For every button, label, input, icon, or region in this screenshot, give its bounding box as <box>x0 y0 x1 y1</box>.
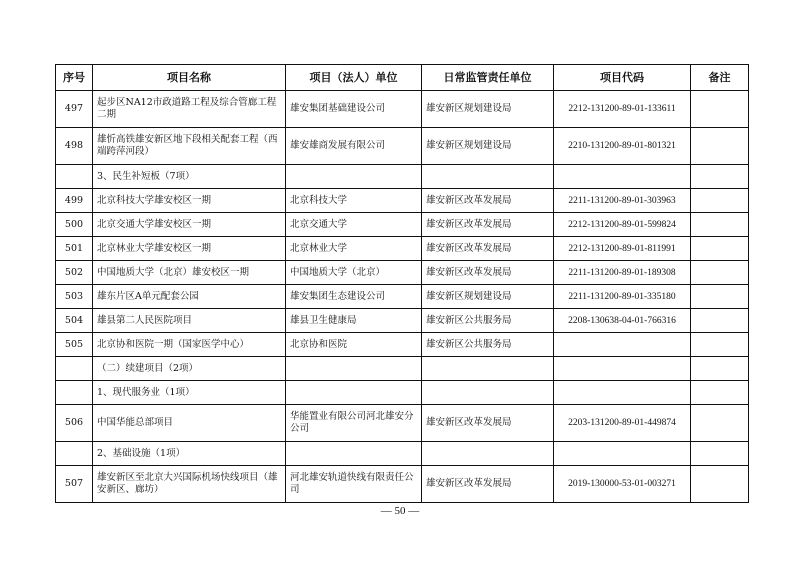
cell-project-code: 2210-131200-89-01-801321 <box>554 128 691 165</box>
cell-no <box>56 381 93 405</box>
cell-no: 497 <box>56 91 93 128</box>
cell-remark <box>691 357 749 381</box>
table-row <box>56 405 749 442</box>
cell-supervisor: 雄安新区改革发展局 <box>422 261 554 285</box>
cell-no: 498 <box>56 128 93 165</box>
cell-legal-unit <box>286 165 422 189</box>
cell-supervisor <box>422 442 554 466</box>
cell-no: 502 <box>56 261 93 285</box>
cell-no: 503 <box>56 285 93 309</box>
cell-supervisor: 雄安新区改革发展局 <box>422 466 554 503</box>
cell-project-name: 起步区NA12市政道路工程及综合管廊工程二期 <box>93 91 286 128</box>
cell-supervisor: 雄安新区规划建设局 <box>422 91 554 128</box>
cell-project-code: 2211-131200-89-01-189308 <box>554 261 691 285</box>
table-row <box>56 309 749 333</box>
cell-legal-unit: 华能置业有限公司河北雄安分公司 <box>286 405 422 442</box>
cell-legal-unit: 雄安雄商发展有限公司 <box>286 128 422 165</box>
cell-legal-unit: 河北雄安轨道快线有限责任公司 <box>286 466 422 503</box>
cell-project-name: 北京林业大学雄安校区一期 <box>93 237 286 261</box>
cell-no: 507 <box>56 466 93 503</box>
table-row <box>56 237 749 261</box>
cell-project-code: 2212-131200-89-01-133611 <box>554 91 691 128</box>
cell-supervisor: 雄安新区公共服务局 <box>422 309 554 333</box>
header-project-name: 项目名称 <box>93 65 286 91</box>
cell-project-name: 北京交通大学雄安校区一期 <box>93 213 286 237</box>
cell-no: 500 <box>56 213 93 237</box>
cell-remark <box>691 261 749 285</box>
section-label: 2、基础设施（1项） <box>93 442 286 466</box>
section-label: 3、民生补短板（7项） <box>93 165 286 189</box>
header-remark: 备注 <box>691 65 749 91</box>
header-legal-unit: 项目（法人）单位 <box>286 65 422 91</box>
cell-no <box>56 165 93 189</box>
cell-project-code: 2208-130638-04-01-766316 <box>554 309 691 333</box>
cell-project-code: 2212-131200-89-01-599824 <box>554 213 691 237</box>
cell-legal-unit: 雄安集团基础建设公司 <box>286 91 422 128</box>
cell-project-code <box>554 165 691 189</box>
cell-remark <box>691 189 749 213</box>
cell-remark <box>691 309 749 333</box>
cell-legal-unit <box>286 442 422 466</box>
cell-project-code <box>554 333 691 357</box>
cell-project-name: 雄安新区至北京大兴国际机场快线项目（雄安新区、廊坊） <box>93 466 286 503</box>
table-row <box>56 128 749 165</box>
section-row <box>56 165 749 189</box>
cell-supervisor: 雄安新区改革发展局 <box>422 405 554 442</box>
cell-no: 499 <box>56 189 93 213</box>
cell-legal-unit: 北京科技大学 <box>286 189 422 213</box>
cell-supervisor <box>422 381 554 405</box>
cell-legal-unit: 雄安集团生态建设公司 <box>286 285 422 309</box>
cell-project-name: 北京科技大学雄安校区一期 <box>93 189 286 213</box>
cell-remark <box>691 213 749 237</box>
cell-remark <box>691 466 749 503</box>
cell-supervisor <box>422 165 554 189</box>
cell-remark <box>691 128 749 165</box>
cell-project-code <box>554 442 691 466</box>
cell-supervisor <box>422 357 554 381</box>
cell-supervisor: 雄安新区规划建设局 <box>422 128 554 165</box>
table-row <box>56 261 749 285</box>
cell-remark <box>691 91 749 128</box>
cell-project-name: 北京协和医院一期（国家医学中心） <box>93 333 286 357</box>
cell-project-code: 2203-131200-89-01-449874 <box>554 405 691 442</box>
cell-legal-unit: 北京协和医院 <box>286 333 422 357</box>
cell-supervisor: 雄安新区改革发展局 <box>422 189 554 213</box>
header-supervisor: 日常监管责任单位 <box>422 65 554 91</box>
cell-project-name: 雄忻高铁雄安新区地下段相关配套工程（西端跨萍河段） <box>93 128 286 165</box>
cell-remark <box>691 381 749 405</box>
cell-no <box>56 442 93 466</box>
cell-legal-unit: 中国地质大学（北京） <box>286 261 422 285</box>
table-row <box>56 91 749 128</box>
table-row <box>56 189 749 213</box>
cell-project-code <box>554 381 691 405</box>
cell-no: 501 <box>56 237 93 261</box>
cell-project-name: 中国华能总部项目 <box>93 405 286 442</box>
table-row <box>56 213 749 237</box>
header-no: 序号 <box>56 65 93 91</box>
cell-remark <box>691 333 749 357</box>
cell-legal-unit: 北京交通大学 <box>286 213 422 237</box>
cell-supervisor: 雄安新区规划建设局 <box>422 285 554 309</box>
section-row <box>56 381 749 405</box>
section-row <box>56 357 749 381</box>
cell-project-code <box>554 357 691 381</box>
cell-project-code: 2211-131200-89-01-303963 <box>554 189 691 213</box>
cell-legal-unit <box>286 357 422 381</box>
cell-supervisor: 雄安新区改革发展局 <box>422 237 554 261</box>
page-number: — 50 — <box>380 505 420 517</box>
cell-project-code: 2019-130000-53-01-003271 <box>554 466 691 503</box>
cell-no: 504 <box>56 309 93 333</box>
cell-project-code: 2212-131200-89-01-811991 <box>554 237 691 261</box>
cell-supervisor: 雄安新区公共服务局 <box>422 333 554 357</box>
table-row <box>56 333 749 357</box>
project-table <box>55 64 749 503</box>
cell-remark <box>691 237 749 261</box>
header-project-code: 项目代码 <box>554 65 691 91</box>
cell-project-code: 2211-131200-89-01-335180 <box>554 285 691 309</box>
cell-remark <box>691 285 749 309</box>
cell-no: 505 <box>56 333 93 357</box>
cell-no <box>56 357 93 381</box>
table-row <box>56 466 749 503</box>
cell-legal-unit: 雄县卫生健康局 <box>286 309 422 333</box>
cell-project-name: 雄东片区A单元配套公园 <box>93 285 286 309</box>
cell-project-name: 雄县第二人民医院项目 <box>93 309 286 333</box>
cell-legal-unit: 北京林业大学 <box>286 237 422 261</box>
section-label: （二）续建项目（2项） <box>93 357 286 381</box>
cell-remark <box>691 405 749 442</box>
cell-remark <box>691 442 749 466</box>
cell-legal-unit <box>286 381 422 405</box>
cell-supervisor: 雄安新区改革发展局 <box>422 213 554 237</box>
table-row <box>56 285 749 309</box>
section-row <box>56 442 749 466</box>
cell-no: 506 <box>56 405 93 442</box>
cell-remark <box>691 165 749 189</box>
table-header-row <box>56 65 749 91</box>
section-label: 1、现代服务业（1项） <box>93 381 286 405</box>
cell-project-name: 中国地质大学（北京）雄安校区一期 <box>93 261 286 285</box>
